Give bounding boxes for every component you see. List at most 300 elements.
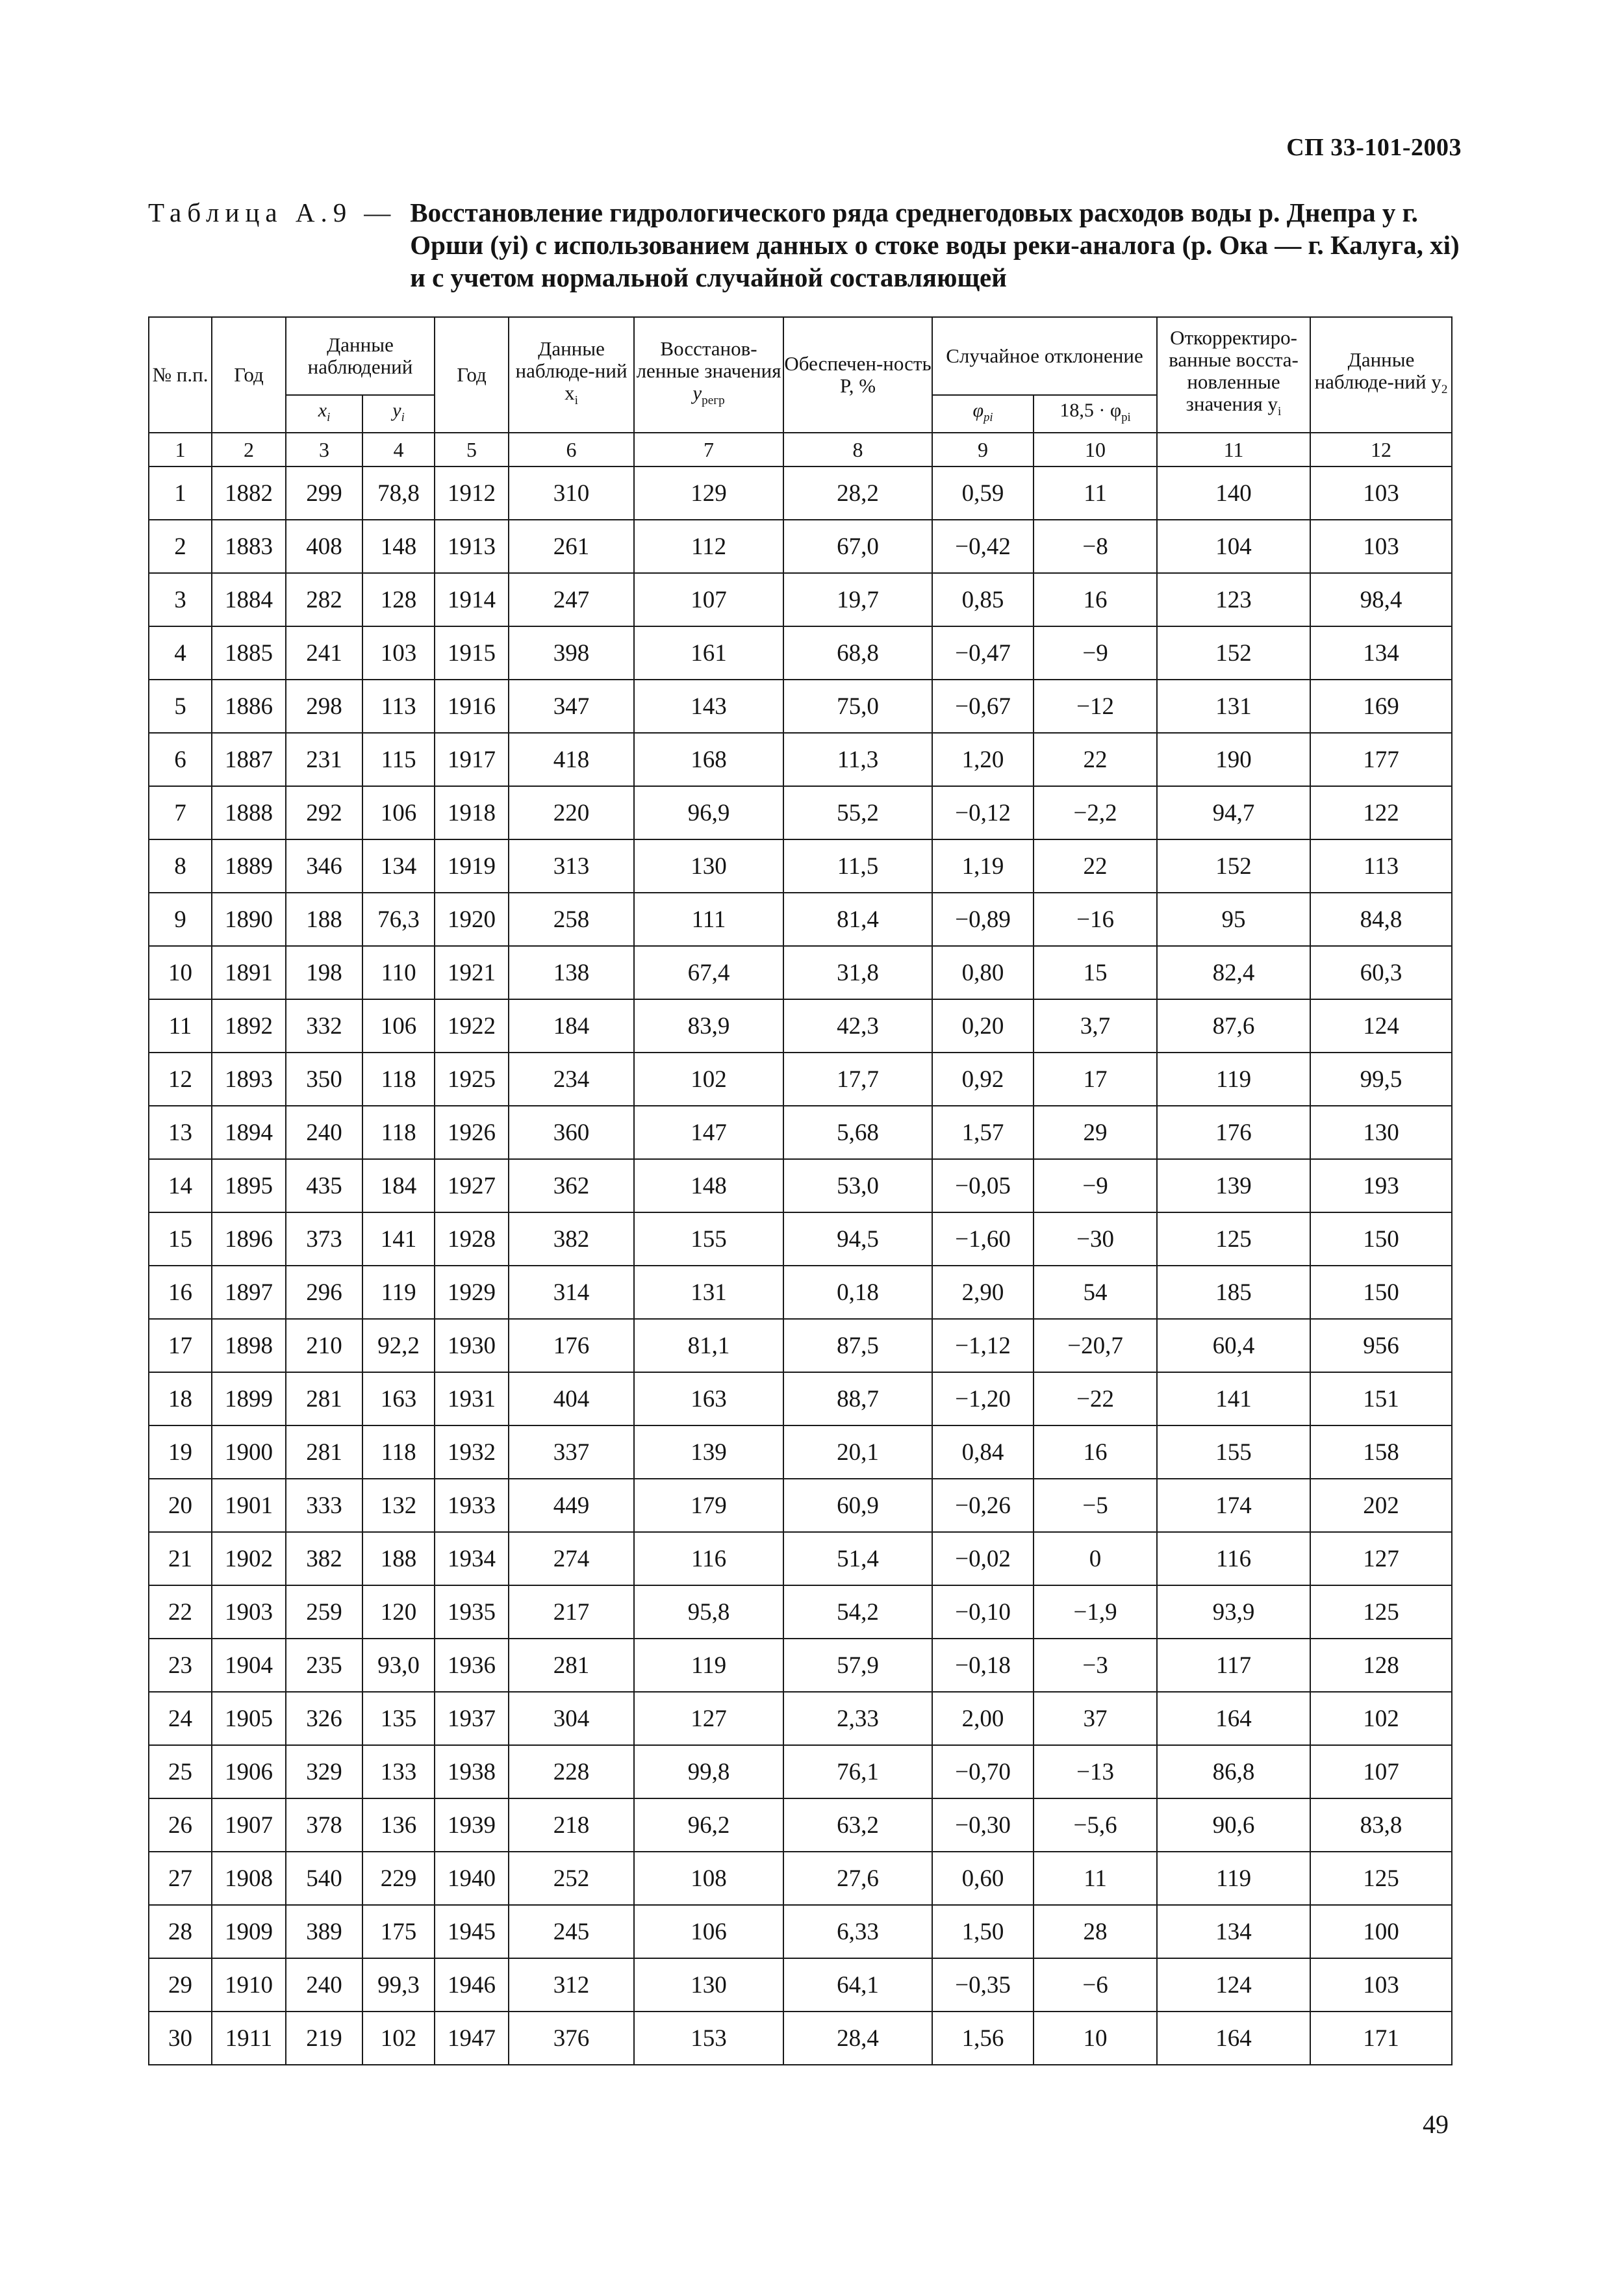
table-cell: 5,68	[783, 1106, 932, 1159]
table-cell: 103	[362, 626, 435, 680]
table-row	[149, 893, 1452, 946]
table-cell: 103	[1310, 466, 1452, 520]
table-row	[149, 1319, 1452, 1372]
table-cell: 110	[362, 946, 435, 999]
table-cell: 129	[634, 466, 783, 520]
table-cell: 333	[286, 1479, 362, 1532]
table-cell: 57,9	[783, 1639, 932, 1692]
table-cell: 128	[362, 573, 435, 626]
header-observed-x-sub: i	[574, 394, 578, 408]
table-cell: 1895	[212, 1159, 286, 1212]
table-cell: 20,1	[783, 1425, 932, 1479]
table-row	[149, 1053, 1452, 1106]
table-row	[149, 466, 1452, 520]
column-number-cell: 3	[286, 433, 362, 466]
table-cell: 164	[1157, 1692, 1310, 1745]
table-cell: 104	[1157, 520, 1310, 573]
table-cell: 3	[149, 573, 212, 626]
table-cell: −0,05	[932, 1159, 1034, 1212]
table-cell: 14	[149, 1159, 212, 1212]
table-cell: 1921	[435, 946, 509, 999]
table-cell: 150	[1310, 1266, 1452, 1319]
table-cell: −0,12	[932, 786, 1034, 839]
header-scaled-phi-sub: pi	[1121, 410, 1131, 424]
table-cell: 125	[1157, 1212, 1310, 1266]
table-cell: 329	[286, 1745, 362, 1798]
table-cell: 281	[509, 1639, 634, 1692]
table-cell: 87,5	[783, 1319, 932, 1372]
table-cell: 26	[149, 1798, 212, 1852]
table-cell: 28	[1034, 1905, 1157, 1958]
table-cell: 282	[286, 573, 362, 626]
document-code: СП 33-101-2003	[1286, 134, 1462, 161]
table-cell: 1889	[212, 839, 286, 893]
table-cell: 1914	[435, 573, 509, 626]
table-cell: 1922	[435, 999, 509, 1053]
table-cell: 314	[509, 1266, 634, 1319]
table-cell: 19,7	[783, 573, 932, 626]
table-cell: 96,2	[634, 1798, 783, 1852]
column-number-cell: 12	[1310, 433, 1452, 466]
table-row	[149, 1692, 1452, 1745]
table-row	[149, 1905, 1452, 1958]
table-row	[149, 1106, 1452, 1159]
table-cell: −3	[1034, 1639, 1157, 1692]
table-cell: 99,3	[362, 1958, 435, 2012]
table-cell: 245	[509, 1905, 634, 1958]
table-cell: 0,18	[783, 1266, 932, 1319]
table-cell: 88,7	[783, 1372, 932, 1425]
table-cell: 151	[1310, 1372, 1452, 1425]
table-cell: 81,4	[783, 893, 932, 946]
table-cell: 1894	[212, 1106, 286, 1159]
table-cell: 30	[149, 2012, 212, 2065]
table-row	[149, 1852, 1452, 1905]
table-cell: 168	[634, 733, 783, 786]
table-cell: 119	[362, 1266, 435, 1319]
table-cell: 312	[509, 1958, 634, 2012]
table-cell: 382	[509, 1212, 634, 1266]
table-cell: 12	[149, 1053, 212, 1106]
table-cell: −0,35	[932, 1958, 1034, 2012]
table-cell: 1937	[435, 1692, 509, 1745]
table-cell: 2,00	[932, 1692, 1034, 1745]
table-cell: 21	[149, 1532, 212, 1585]
table-cell: 1891	[212, 946, 286, 999]
table-cell: 25	[149, 1745, 212, 1798]
table-cell: 1903	[212, 1585, 286, 1639]
table-cell: 398	[509, 626, 634, 680]
table-cell: 2,90	[932, 1266, 1034, 1319]
table-cell: −0,67	[932, 680, 1034, 733]
column-number-cell: 5	[435, 433, 509, 466]
table-cell: 258	[509, 893, 634, 946]
header-corrected	[1157, 317, 1310, 433]
table-cell: 1946	[435, 1958, 509, 2012]
table-cell: 84,8	[1310, 893, 1452, 946]
page-number: 49	[1423, 2110, 1449, 2139]
table-cell: 281	[286, 1372, 362, 1425]
table-row	[149, 1958, 1452, 2012]
table-cell: −0,47	[932, 626, 1034, 680]
table-cell: 141	[1157, 1372, 1310, 1425]
table-cell: 171	[1310, 2012, 1452, 2065]
table-cell: 281	[286, 1425, 362, 1479]
table-cell: 28,2	[783, 466, 932, 520]
table-cell: 23	[149, 1639, 212, 1692]
table-cell: 202	[1310, 1479, 1452, 1532]
table-cell: 1925	[435, 1053, 509, 1106]
table-cell: 94,5	[783, 1212, 932, 1266]
table-cell: 0,59	[932, 466, 1034, 520]
table-cell: 1905	[212, 1692, 286, 1745]
table-cell: −0,10	[932, 1585, 1034, 1639]
data-table	[148, 316, 1453, 2065]
table-cell: 28,4	[783, 2012, 932, 2065]
table-cell: 95,8	[634, 1585, 783, 1639]
table-row	[149, 1585, 1452, 1639]
table-cell: 134	[362, 839, 435, 893]
table-cell: 113	[362, 680, 435, 733]
table-cell: 1930	[435, 1319, 509, 1372]
table-cell: 1906	[212, 1745, 286, 1798]
table-cell: 138	[509, 946, 634, 999]
table-cell: 1940	[435, 1852, 509, 1905]
table-row	[149, 1479, 1452, 1532]
column-number-cell: 10	[1034, 433, 1157, 466]
table-cell: 118	[362, 1053, 435, 1106]
table-cell: 1931	[435, 1372, 509, 1425]
table-caption-label: Таблица А.9	[148, 198, 353, 227]
table-cell: 130	[634, 839, 783, 893]
table-cell: 190	[1157, 733, 1310, 786]
table-row	[149, 1372, 1452, 1425]
table-cell: 449	[509, 1479, 634, 1532]
table-cell: 1928	[435, 1212, 509, 1266]
table-cell: 6	[149, 733, 212, 786]
table-cell: 55,2	[783, 786, 932, 839]
table-cell: 1908	[212, 1852, 286, 1905]
table-cell: 155	[1157, 1425, 1310, 1479]
table-cell: 116	[1157, 1532, 1310, 1585]
header-scaled-phi-text: 18,5 · φ	[1059, 399, 1122, 421]
table-cell: 119	[1157, 1852, 1310, 1905]
table-cell: 133	[362, 1745, 435, 1798]
table-cell: 118	[362, 1425, 435, 1479]
table-cell: 0,85	[932, 573, 1034, 626]
table-cell: 90,6	[1157, 1798, 1310, 1852]
table-cell: 140	[1157, 466, 1310, 520]
table-cell: 1913	[435, 520, 509, 573]
table-cell: 29	[149, 1958, 212, 2012]
table-cell: 1939	[435, 1798, 509, 1852]
table-cell: 210	[286, 1319, 362, 1372]
table-cell: 188	[286, 893, 362, 946]
table-cell: 11	[1034, 1852, 1157, 1905]
table-cell: 241	[286, 626, 362, 680]
table-cell: 82,4	[1157, 946, 1310, 999]
table-cell: −0,42	[932, 520, 1034, 573]
table-cell: 1907	[212, 1798, 286, 1852]
table-cell: 1929	[435, 1266, 509, 1319]
table-body	[149, 466, 1452, 2065]
table-cell: −8	[1034, 520, 1157, 573]
table-cell: 1898	[212, 1319, 286, 1372]
table-cell: 299	[286, 466, 362, 520]
table-cell: 107	[634, 573, 783, 626]
table-cell: 53,0	[783, 1159, 932, 1212]
table-cell: 1888	[212, 786, 286, 839]
table-cell: 228	[509, 1745, 634, 1798]
table-cell: 185	[1157, 1266, 1310, 1319]
table-cell: 292	[286, 786, 362, 839]
header-observed-x-text: Данные наблюде-ний x	[515, 337, 628, 404]
table-cell: 261	[509, 520, 634, 573]
table-cell: 76,1	[783, 1745, 932, 1798]
table-cell: 252	[509, 1852, 634, 1905]
table-cell: 24	[149, 1692, 212, 1745]
table-cell: 42,3	[783, 999, 932, 1053]
table-cell: 152	[1157, 626, 1310, 680]
table-cell: 1934	[435, 1532, 509, 1585]
table-row	[149, 1425, 1452, 1479]
table-cell: −0,89	[932, 893, 1034, 946]
table-cell: 218	[509, 1798, 634, 1852]
table-row	[149, 626, 1452, 680]
header-year-2: Год	[435, 317, 509, 433]
table-cell: 296	[286, 1266, 362, 1319]
table-cell: 176	[1157, 1106, 1310, 1159]
table-cell: 7	[149, 786, 212, 839]
table-cell: 128	[1310, 1639, 1452, 1692]
table-cell: 111	[634, 893, 783, 946]
table-cell: 408	[286, 520, 362, 573]
table-cell: 259	[286, 1585, 362, 1639]
table-cell: 117	[1157, 1639, 1310, 1692]
table-cell: 87,6	[1157, 999, 1310, 1053]
table-cell: 164	[1157, 2012, 1310, 2065]
table-cell: 152	[1157, 839, 1310, 893]
table-cell: 179	[634, 1479, 783, 1532]
header-restored-text: Восстанов-ленные значения	[636, 337, 781, 382]
table-cell: 184	[509, 999, 634, 1053]
table-row	[149, 786, 1452, 839]
table-cell: −2,2	[1034, 786, 1157, 839]
table-cell: 1902	[212, 1532, 286, 1585]
table-cell: 130	[634, 1958, 783, 2012]
table-cell: 27,6	[783, 1852, 932, 1905]
table-caption	[148, 196, 1464, 294]
table-row	[149, 1532, 1452, 1585]
table-cell: 106	[634, 1905, 783, 1958]
table-cell: 1887	[212, 733, 286, 786]
table-cell: 155	[634, 1212, 783, 1266]
table-cell: 229	[362, 1852, 435, 1905]
table-row	[149, 2012, 1452, 2065]
table-cell: 418	[509, 733, 634, 786]
table-row	[149, 680, 1452, 733]
table-cell: 150	[1310, 1212, 1452, 1266]
table-cell: 29	[1034, 1106, 1157, 1159]
table-cell: 135	[362, 1692, 435, 1745]
table-cell: 86,8	[1157, 1745, 1310, 1798]
table-cell: 1936	[435, 1639, 509, 1692]
table-cell: 22	[149, 1585, 212, 1639]
table-row	[149, 573, 1452, 626]
table-cell: 132	[362, 1479, 435, 1532]
table-cell: 51,4	[783, 1532, 932, 1585]
header-observed-y2-sub: 2	[1441, 383, 1448, 397]
table-cell: 134	[1157, 1905, 1310, 1958]
header-num: № п.п.	[149, 317, 212, 433]
table-row	[149, 1639, 1452, 1692]
column-number-cell: 11	[1157, 433, 1310, 466]
table-cell: −0,70	[932, 1745, 1034, 1798]
table-cell: 1897	[212, 1266, 286, 1319]
table-cell: 188	[362, 1532, 435, 1585]
table-cell: 346	[286, 839, 362, 893]
table-cell: 83,8	[1310, 1798, 1452, 1852]
table-cell: −0,26	[932, 1479, 1034, 1532]
table-cell: 107	[1310, 1745, 1452, 1798]
column-number-cell: 1	[149, 433, 212, 466]
table-cell: 134	[1310, 626, 1452, 680]
table-cell: 1945	[435, 1905, 509, 1958]
table-cell: 92,2	[362, 1319, 435, 1372]
header-restored-var: y	[692, 381, 702, 404]
table-cell: 332	[286, 999, 362, 1053]
table-cell: 119	[1157, 1053, 1310, 1106]
table-cell: 98,4	[1310, 573, 1452, 626]
table-cell: 1904	[212, 1639, 286, 1692]
header-observed: Данные наблюдений	[286, 317, 435, 395]
table-cell: 67,0	[783, 520, 932, 573]
table-cell: 193	[1310, 1159, 1452, 1212]
header-restored	[634, 317, 783, 433]
table-cell: 28	[149, 1905, 212, 1958]
table-row	[149, 1798, 1452, 1852]
table-cell: 240	[286, 1958, 362, 2012]
table-cell: 1911	[212, 2012, 286, 2065]
table-cell: 112	[634, 520, 783, 573]
header-phi-sub: pi	[983, 410, 993, 424]
header-x-sub: i	[327, 410, 331, 424]
table-cell: 1927	[435, 1159, 509, 1212]
table-cell: 64,1	[783, 1958, 932, 2012]
table-cell: 310	[509, 466, 634, 520]
table-cell: 122	[1310, 786, 1452, 839]
table-cell: 1912	[435, 466, 509, 520]
table-cell: 0	[1034, 1532, 1157, 1585]
table-cell: 220	[509, 786, 634, 839]
table-cell: 116	[634, 1532, 783, 1585]
header-y-var: y	[392, 399, 401, 421]
column-number-cell: 4	[362, 433, 435, 466]
column-number-cell: 7	[634, 433, 783, 466]
table-cell: 1892	[212, 999, 286, 1053]
table-cell: −16	[1034, 893, 1157, 946]
table-cell: 0,20	[932, 999, 1034, 1053]
table-cell: 1938	[435, 1745, 509, 1798]
table-cell: 1,19	[932, 839, 1034, 893]
table-cell: 22	[1034, 839, 1157, 893]
table-cell: 83,9	[634, 999, 783, 1053]
table-row	[149, 1159, 1452, 1212]
table-cell: 22	[1034, 733, 1157, 786]
table-row	[149, 1745, 1452, 1798]
table-cell: 130	[1310, 1106, 1452, 1159]
table-cell: 1915	[435, 626, 509, 680]
table-cell: 8	[149, 839, 212, 893]
table-cell: 247	[509, 573, 634, 626]
table-cell: 93,0	[362, 1639, 435, 1692]
table-cell: 1,50	[932, 1905, 1034, 1958]
table-cell: 1916	[435, 680, 509, 733]
table-cell: 347	[509, 680, 634, 733]
table-cell: 1882	[212, 466, 286, 520]
table-cell: 139	[1157, 1159, 1310, 1212]
table-cell: −9	[1034, 626, 1157, 680]
table-cell: 11,3	[783, 733, 932, 786]
table-cell: 78,8	[362, 466, 435, 520]
table-cell: 20	[149, 1479, 212, 1532]
header-observed-x	[509, 317, 634, 433]
table-cell: 125	[1310, 1585, 1452, 1639]
header-probability: Обеспечен-ность P, %	[783, 317, 932, 433]
table-cell: 1933	[435, 1479, 509, 1532]
table-cell: 1899	[212, 1372, 286, 1425]
table-row	[149, 999, 1452, 1053]
table-cell: 163	[362, 1372, 435, 1425]
table-cell: −1,20	[932, 1372, 1034, 1425]
table-cell: 17,7	[783, 1053, 932, 1106]
table-cell: 139	[634, 1425, 783, 1479]
table-cell: 63,2	[783, 1798, 932, 1852]
table-cell: 81,1	[634, 1319, 783, 1372]
table-cell: 1,57	[932, 1106, 1034, 1159]
table-row	[149, 1212, 1452, 1266]
table-cell: 93,9	[1157, 1585, 1310, 1639]
table-cell: −5	[1034, 1479, 1157, 1532]
table-cell: 5	[149, 680, 212, 733]
table-row	[149, 520, 1452, 573]
table-cell: 18	[149, 1372, 212, 1425]
header-corrected-sub: i	[1278, 405, 1282, 419]
table-cell: 0,92	[932, 1053, 1034, 1106]
table-cell: 1896	[212, 1212, 286, 1266]
table-cell: 141	[362, 1212, 435, 1266]
table-cell: 16	[149, 1266, 212, 1319]
table-cell: 1	[149, 466, 212, 520]
table-cell: 231	[286, 733, 362, 786]
table-cell: 0,80	[932, 946, 1034, 999]
table-cell: 31,8	[783, 946, 932, 999]
table-cell: 1901	[212, 1479, 286, 1532]
table-cell: 67,4	[634, 946, 783, 999]
table-cell: 274	[509, 1532, 634, 1585]
table-cell: 11,5	[783, 839, 932, 893]
table-cell: 131	[1157, 680, 1310, 733]
table-cell: 106	[362, 999, 435, 1053]
table-cell: 0,84	[932, 1425, 1034, 1479]
header-y-sub: i	[401, 410, 405, 424]
header-phi	[932, 395, 1034, 433]
table-cell: 234	[509, 1053, 634, 1106]
table-cell: 102	[1310, 1692, 1452, 1745]
table-row	[149, 946, 1452, 999]
table-cell: 54,2	[783, 1585, 932, 1639]
table-cell: 118	[362, 1106, 435, 1159]
